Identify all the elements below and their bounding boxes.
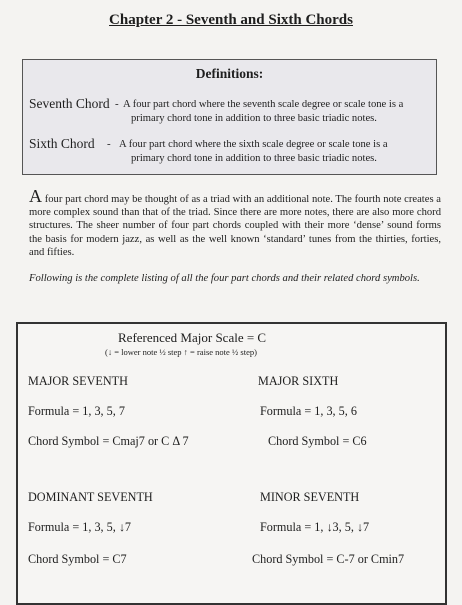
definitions-box bbox=[22, 59, 437, 175]
major-sixth-symbol: Chord Symbol = C6 bbox=[268, 434, 367, 448]
sixth-chord-definition-line-2: primary chord tone in addition to three basic triadic notes. bbox=[131, 153, 377, 164]
seventh-chord-dash: - bbox=[115, 98, 119, 110]
major-sixth-formula: Formula = 1, 3, 5, 6 bbox=[260, 404, 357, 418]
sixth-chord-dash: - bbox=[107, 138, 111, 150]
minor-seventh-symbol: Chord Symbol = C-7 or Cmin7 bbox=[252, 552, 405, 566]
reference-scale-heading: Referenced Major Scale = C bbox=[118, 330, 267, 345]
dominant-seventh-formula: Formula = 1, 3, 5, ↓7 bbox=[28, 520, 132, 534]
major-seventh-formula: Formula = 1, 3, 5, 7 bbox=[28, 404, 125, 418]
seventh-chord-definition-line-2: primary chord tone in addition to three basic triadic notes. bbox=[131, 113, 377, 124]
chord-listing-box bbox=[16, 322, 447, 605]
intro-paragraph bbox=[29, 186, 441, 259]
following-paragraph: Following is the complete listing of all the four part chords and their related chord symbols. bbox=[29, 273, 420, 284]
intro-first-letter: A bbox=[29, 186, 42, 206]
seventh-chord-term: Seventh Chord bbox=[29, 96, 110, 111]
major-sixth-name: MAJOR SIXTH bbox=[258, 374, 339, 388]
chapter-title: Chapter 2 - Seventh and Sixth Chords bbox=[109, 12, 353, 28]
dominant-seventh-name: DOMINANT SEVENTH bbox=[28, 490, 153, 504]
intro-text: four part chord may be thought of as a triad with an additional note. The fourth note creates a more complex sound than that of the triad. Since there are more notes, there are also more chord structures. The sheer number of four part chords coupled with their more ‘dense’ sound forms the basis for modern jazz, as well as the well known ‘standard’ tunes from the thirties, forties, and fifties. bbox=[29, 194, 441, 258]
arrow-legend: (↓ = lower note ½ step ↑ = raise note ½ step) bbox=[105, 347, 257, 357]
dominant-seventh-symbol: Chord Symbol = C7 bbox=[28, 552, 127, 566]
sixth-chord-definition-line-1: A four part chord where the sixth scale degree or scale tone is a bbox=[119, 139, 388, 150]
major-seventh-symbol: Chord Symbol = Cmaj7 or C Δ 7 bbox=[28, 434, 189, 448]
definitions-title: Definitions: bbox=[195, 66, 264, 81]
minor-seventh-name: MINOR SEVENTH bbox=[260, 490, 360, 504]
minor-seventh-formula: Formula = 1, ↓3, 5, ↓7 bbox=[260, 520, 370, 534]
major-seventh-name: MAJOR SEVENTH bbox=[28, 374, 128, 388]
seventh-chord-definition-line-1: A four part chord where the seventh scale degree or scale tone is a bbox=[123, 99, 404, 110]
sixth-chord-term: Sixth Chord bbox=[29, 136, 95, 151]
